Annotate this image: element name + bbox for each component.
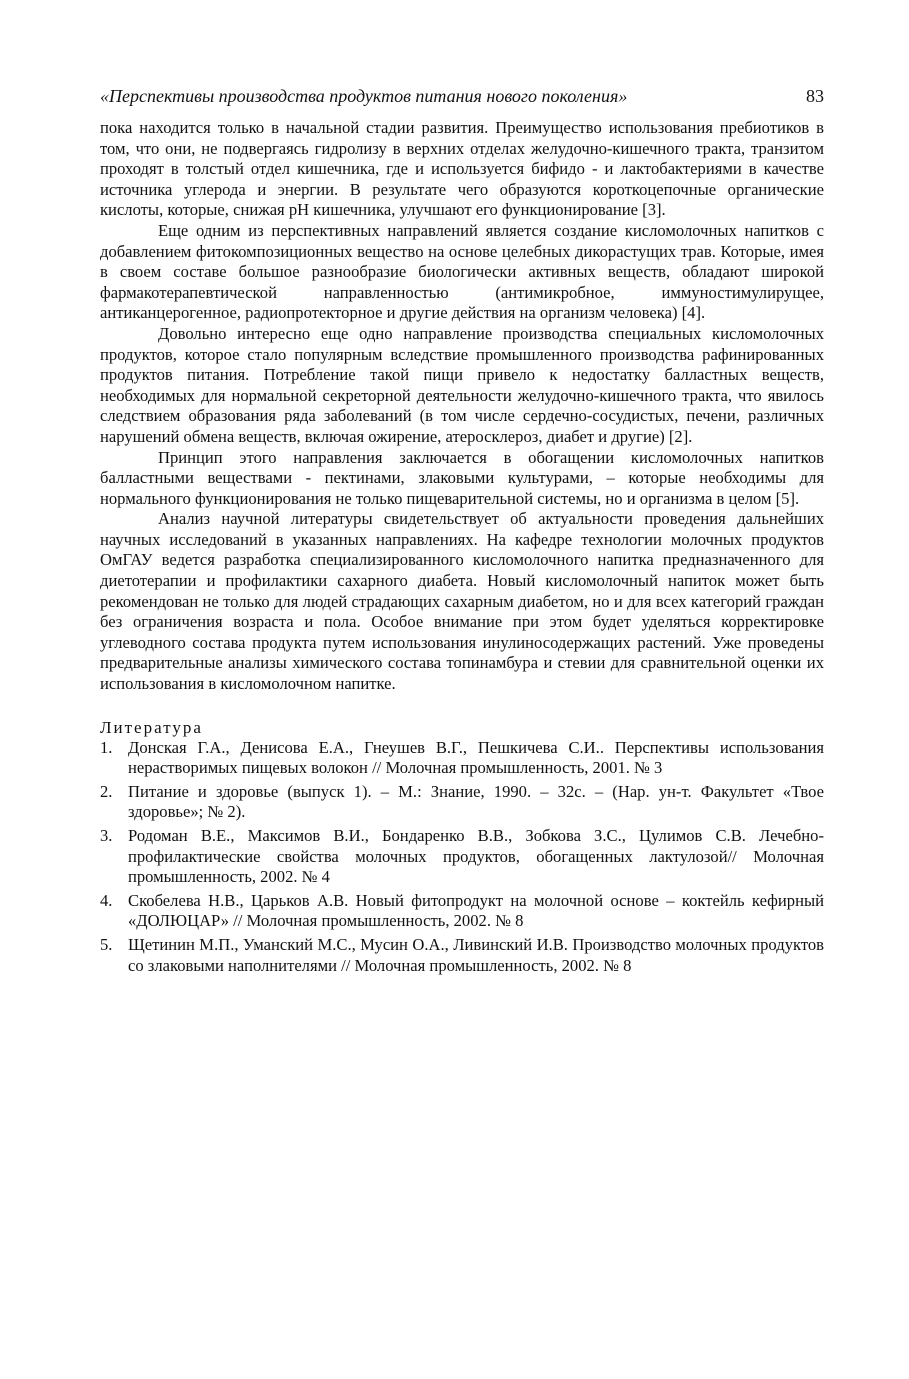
reference-text: Скобелева Н.В., Царьков А.В. Новый фитопродукт на молочной основе – коктейль кефирный «ДОЛЮЦАР» // Молочная промышленность, 2002. № 8 xyxy=(128,890,824,931)
reference-text: Щетинин М.П., Уманский М.С., Мусин О.А., Ливинский И.В. Производство молочных продуктов со злаковыми наполнителями // Молочная промышленность, 2002. № 8 xyxy=(128,934,824,975)
reference-number: 2. xyxy=(100,781,113,801)
paragraph-ballast-substances: Принцип этого направления заключается в обогащении кисломолочных напитков балластными веществами - пектинами, злаковыми культурами, – которые необходимы для нормального функционирования не только пищеварительной системы, но и организма в целом [5]. xyxy=(100,447,824,508)
reference-item xyxy=(100,826,824,888)
running-header xyxy=(100,84,824,108)
references-heading: Литература xyxy=(100,717,203,737)
reference-number: 3. xyxy=(100,826,113,845)
paragraph-literature-analysis: Анализ научной литературы свидетельствует об актуальности проведения дальнейших научных исследований в указанных направлениях. На кафедре технологии молочных продуктов ОмГАУ ведется разработка специализированного кисломолочного напитка предназначенного для диетотерапии и профилактики сахарного диабета. Новый кисломолочный напиток может быть рекомендован не только для людей страдающих сахарным диабетом, но и для всех категорий граждан без ограничения возраста и пола. Особое внимание при этом будет уделяться корректировке углеводного состава продукта путем использования инулиносодержащих растений. Уже проведены предварительные анализы химического состава топинамбура и стевии для сравнительной оценки их использования в кисломолочном напитке. xyxy=(100,509,824,694)
page-number: 83 xyxy=(806,86,824,106)
reference-item xyxy=(100,738,824,779)
running-title: «Перспективы производства продуктов питания нового поколения» xyxy=(100,86,628,106)
paragraph-continuation: пока находится только в начальной стадии развития. Преимущество использования пребиотиков в том, что они, не подвергаясь гидролизу в верхних отделах желудочно-кишечного тракта, транзитом проходят в толстый отдел кишечника, где и используется бифидо - и лактобактериями в качестве источника углерода и энергии. В результате чего образуются короткоцепочные органические кислоты, которые, снижая pH кишечника, улучшают его функционирование [3]. xyxy=(100,118,824,220)
reference-text: Донская Г.А., Денисова Е.А., Гнеушев В.Г., Пешкичева С.И.. Перспективы использования нерастворимых пищевых волокон // Молочная промышленность, 2001. № 3 xyxy=(128,737,824,778)
reference-item xyxy=(100,891,824,932)
reference-number: 4. xyxy=(100,890,113,910)
paragraph-phyto-drinks: Еще одним из перспективных направлений является создание кисломолочных напитков с добавлением фитокомпозиционных веществo на основе целебных дикорастущих трав. Которые, имея в своем составе большое разнообразие биологически активных веществ, обладают широкой фармакотерапевтической направленностью (антимикробное, иммуностимулирущее, антиканцерогенное, радиопротекторное и другие действия на организм человека) [4]. xyxy=(100,220,824,323)
paragraph-refined-products: Довольно интересно еще одно направление производства специальных кисломолочных продуктов, которое стало популярным вследствие промышленного производства рафинированных продуктов питания. Потребление такой пищи привело к недостатку балластных веществ, необходимых для нормальной секреторной деятельности желудочно-кишечного тракта, что явилось следствием образования ряда заболеваний (в том числе сердечно-сосудистых, печени, различных нарушений обмена веществ, включая ожирение, атеросклероз, диабет и другие) [2]. xyxy=(100,323,824,446)
reference-text: Родоман В.Е., Максимов В.И., Бондаренко В.В., Зобкова З.С., Цулимов С.В. Лечебно-профилактические свойства молочных продуктов, обогащенных лактулозой// Молочная промышленность, 2002. № 4 xyxy=(128,826,824,887)
reference-item xyxy=(100,935,824,976)
reference-item xyxy=(100,782,824,823)
reference-number: 5. xyxy=(100,934,113,954)
document-page xyxy=(100,84,824,979)
reference-number: 1. xyxy=(100,737,113,757)
reference-text: Питание и здоровье (выпуск 1). – М.: Знание, 1990. – 32с. – (Нар. ун-т. Факультет «Твое здоровье»; № 2). xyxy=(128,781,824,822)
references-list xyxy=(100,738,824,977)
